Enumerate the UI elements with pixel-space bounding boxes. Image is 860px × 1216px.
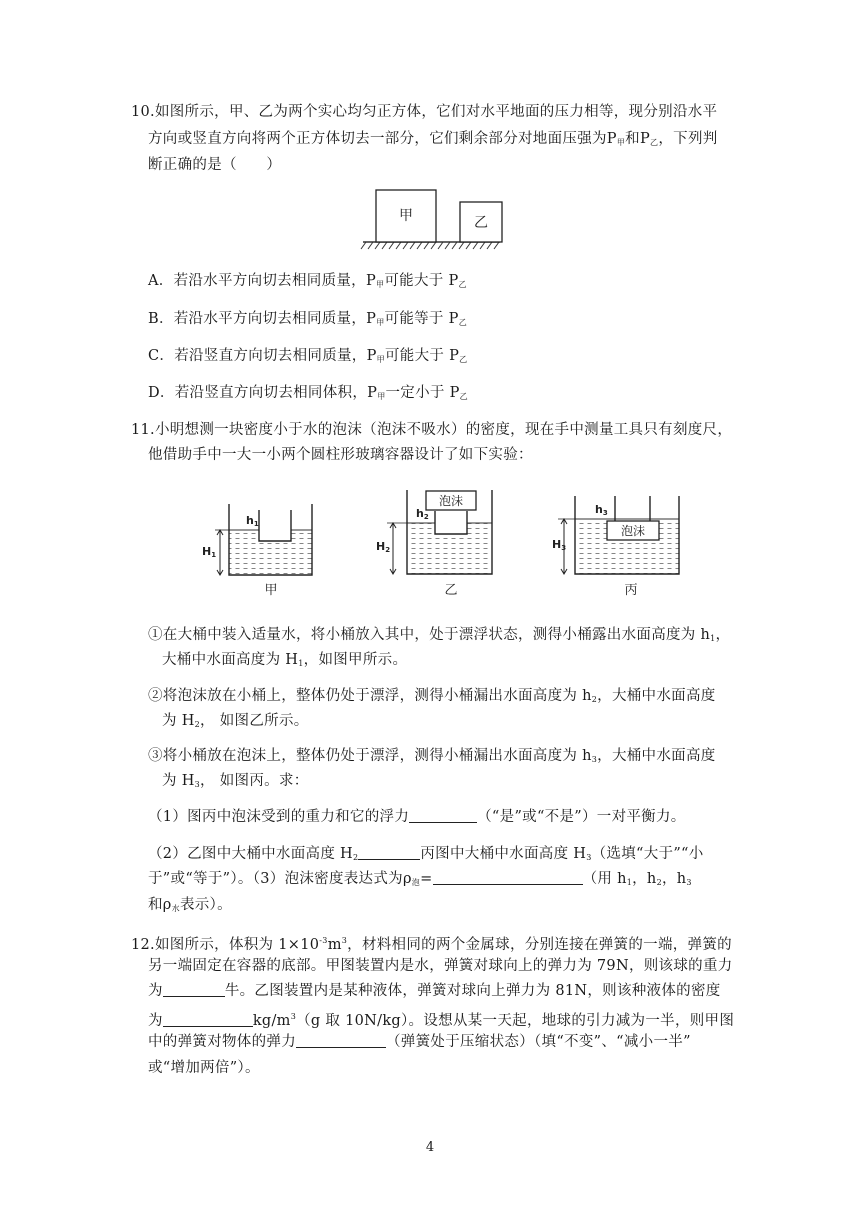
q10-option-c: C．若沿竖直方向切去相同质量，$P_甲$可能大于 $P_乙$	[148, 348, 468, 364]
q11-stem-line2: 他借助手中一大一小两个圆柱形玻璃容器设计了如下实验：	[148, 447, 533, 463]
q11-question1: （1）图丙中泡沫受到的重力和它的浮力 （“是”或“不是”）一对平衡力。	[148, 809, 686, 825]
q11-question2-line2: 于”或“等于”）。（3）泡沫密度表达式为$\rho_泡=$ （用 $h_1$，$h_2$，$h_3$	[148, 871, 692, 887]
svg-text:甲: 甲	[264, 583, 278, 598]
q10-cubes-figure	[360, 185, 510, 253]
q11-step1-line2: 大桶中水面高度为 $H_1$，如图甲所示。	[162, 652, 408, 668]
answer-blank-2[interactable]	[358, 845, 420, 860]
q10-option-b: B．若沿水平方向切去相同质量，$P_甲$可能等于 $P_乙$	[148, 311, 468, 327]
answer-blank-5[interactable]	[163, 1012, 253, 1027]
answer-blank-4[interactable]	[163, 982, 225, 997]
figure-yi	[376, 490, 492, 598]
cube-jia-label: 甲	[399, 208, 413, 224]
q11-step3-line1: ③将小桶放在泡沫上，整体仍处于漂浮，测得小桶漏出水面高度为 $h_3$，大桶中水面高度	[148, 748, 716, 764]
svg-text:丙: 丙	[624, 583, 638, 598]
svg-text:h2: h2	[416, 507, 429, 521]
figure-bing	[552, 496, 679, 598]
q11-step2-line1: ②将泡沫放在小桶上，整体仍处于漂浮，测得小桶漏出水面高度为 $h_2$，大桶中水面高度	[148, 688, 716, 704]
q10-stem-line3: 断正确的是（ ）	[148, 157, 282, 173]
q11-experiment-figures	[195, 486, 695, 600]
q11-question2-line3: 和$\rho_水$表示）。	[148, 897, 232, 913]
answer-blank-1[interactable]	[409, 808, 477, 823]
q12-line2: 另一端固定在容器的底部。甲图装置内是水，弹簧对球向上的弹力为 79N，则该球的重力	[148, 958, 733, 974]
cube-yi-label: 乙	[474, 215, 488, 231]
q12-line1: 12.如图所示，体积为 $1\times 10^{-3}m^3$，材料相同的两个金属球，分别连接在弹簧的一端，弹簧的	[131, 936, 732, 953]
q11-question2-line1: （2）乙图中大桶中水面高度 $H_2$ 丙图中大桶中水面高度 $H_3$（选填“大于”“小	[148, 846, 704, 862]
q11-step2-line2: 为 $H_2$， 如图乙所示。	[162, 713, 309, 729]
ground-hatching	[361, 242, 500, 249]
q10-option-d: D．若沿竖直方向切去相同体积，$P_甲$一定小于 $P_乙$	[148, 385, 468, 401]
q11-stem-line1: 11.小明想测一块密度小于水的泡沫（泡沫不吸水）的密度，现在手中测量工具只有刻度尺，	[131, 422, 733, 438]
svg-text:泡沫: 泡沫	[438, 494, 464, 508]
page-number: 4	[425, 1140, 435, 1155]
q12-line5: 中的弹簧对物体的弹力 （弹簧处于压缩状态）（填“不变”、“减小一半”	[148, 1034, 691, 1050]
figure-jia	[202, 504, 312, 598]
svg-text:泡沫: 泡沫	[620, 524, 646, 538]
answer-blank-3[interactable]	[433, 870, 583, 885]
q12-line4: 为 $kg/m^3(g$ 取 10N/kg）。设想从某一天起，地球的引力减为一半，则甲图	[148, 1012, 735, 1029]
q10-stem-line2: 方向或竖直方向将两个正方体切去一部分，它们剩余部分对地面压强为$P_甲$和$P_乙$，下列判	[148, 131, 718, 147]
q10-option-a: A．若沿水平方向切去相同质量，$P_甲$可能大于 $P_乙$	[148, 273, 467, 289]
svg-text:h1: h1	[246, 514, 259, 528]
svg-text:H2: H2	[376, 540, 391, 554]
q10-stem-line1: 10.如图所示，甲、乙为两个实心均匀正方体，它们对水平地面的压力相等，现分别沿水平	[131, 104, 718, 120]
svg-text:H1: H1	[202, 545, 217, 559]
svg-text:h3: h3	[595, 503, 608, 517]
q11-step1-line1: ①在大桶中装入适量水，将小桶放入其中，处于漂浮状态，测得小桶露出水面高度为 $h_1$，	[148, 627, 731, 643]
answer-blank-6[interactable]	[296, 1033, 386, 1048]
svg-text:乙: 乙	[444, 583, 458, 598]
q11-step3-line2: 为 $H_3$， 如图丙。求：	[162, 773, 309, 789]
svg-text:H3: H3	[552, 538, 567, 552]
q12-line3: 为 牛。乙图装置内是某种液体，弹簧对球向上弹力为 81N，则该种液体的密度	[148, 983, 721, 999]
q12-line6: 或“增加两倍”）。	[148, 1060, 260, 1076]
